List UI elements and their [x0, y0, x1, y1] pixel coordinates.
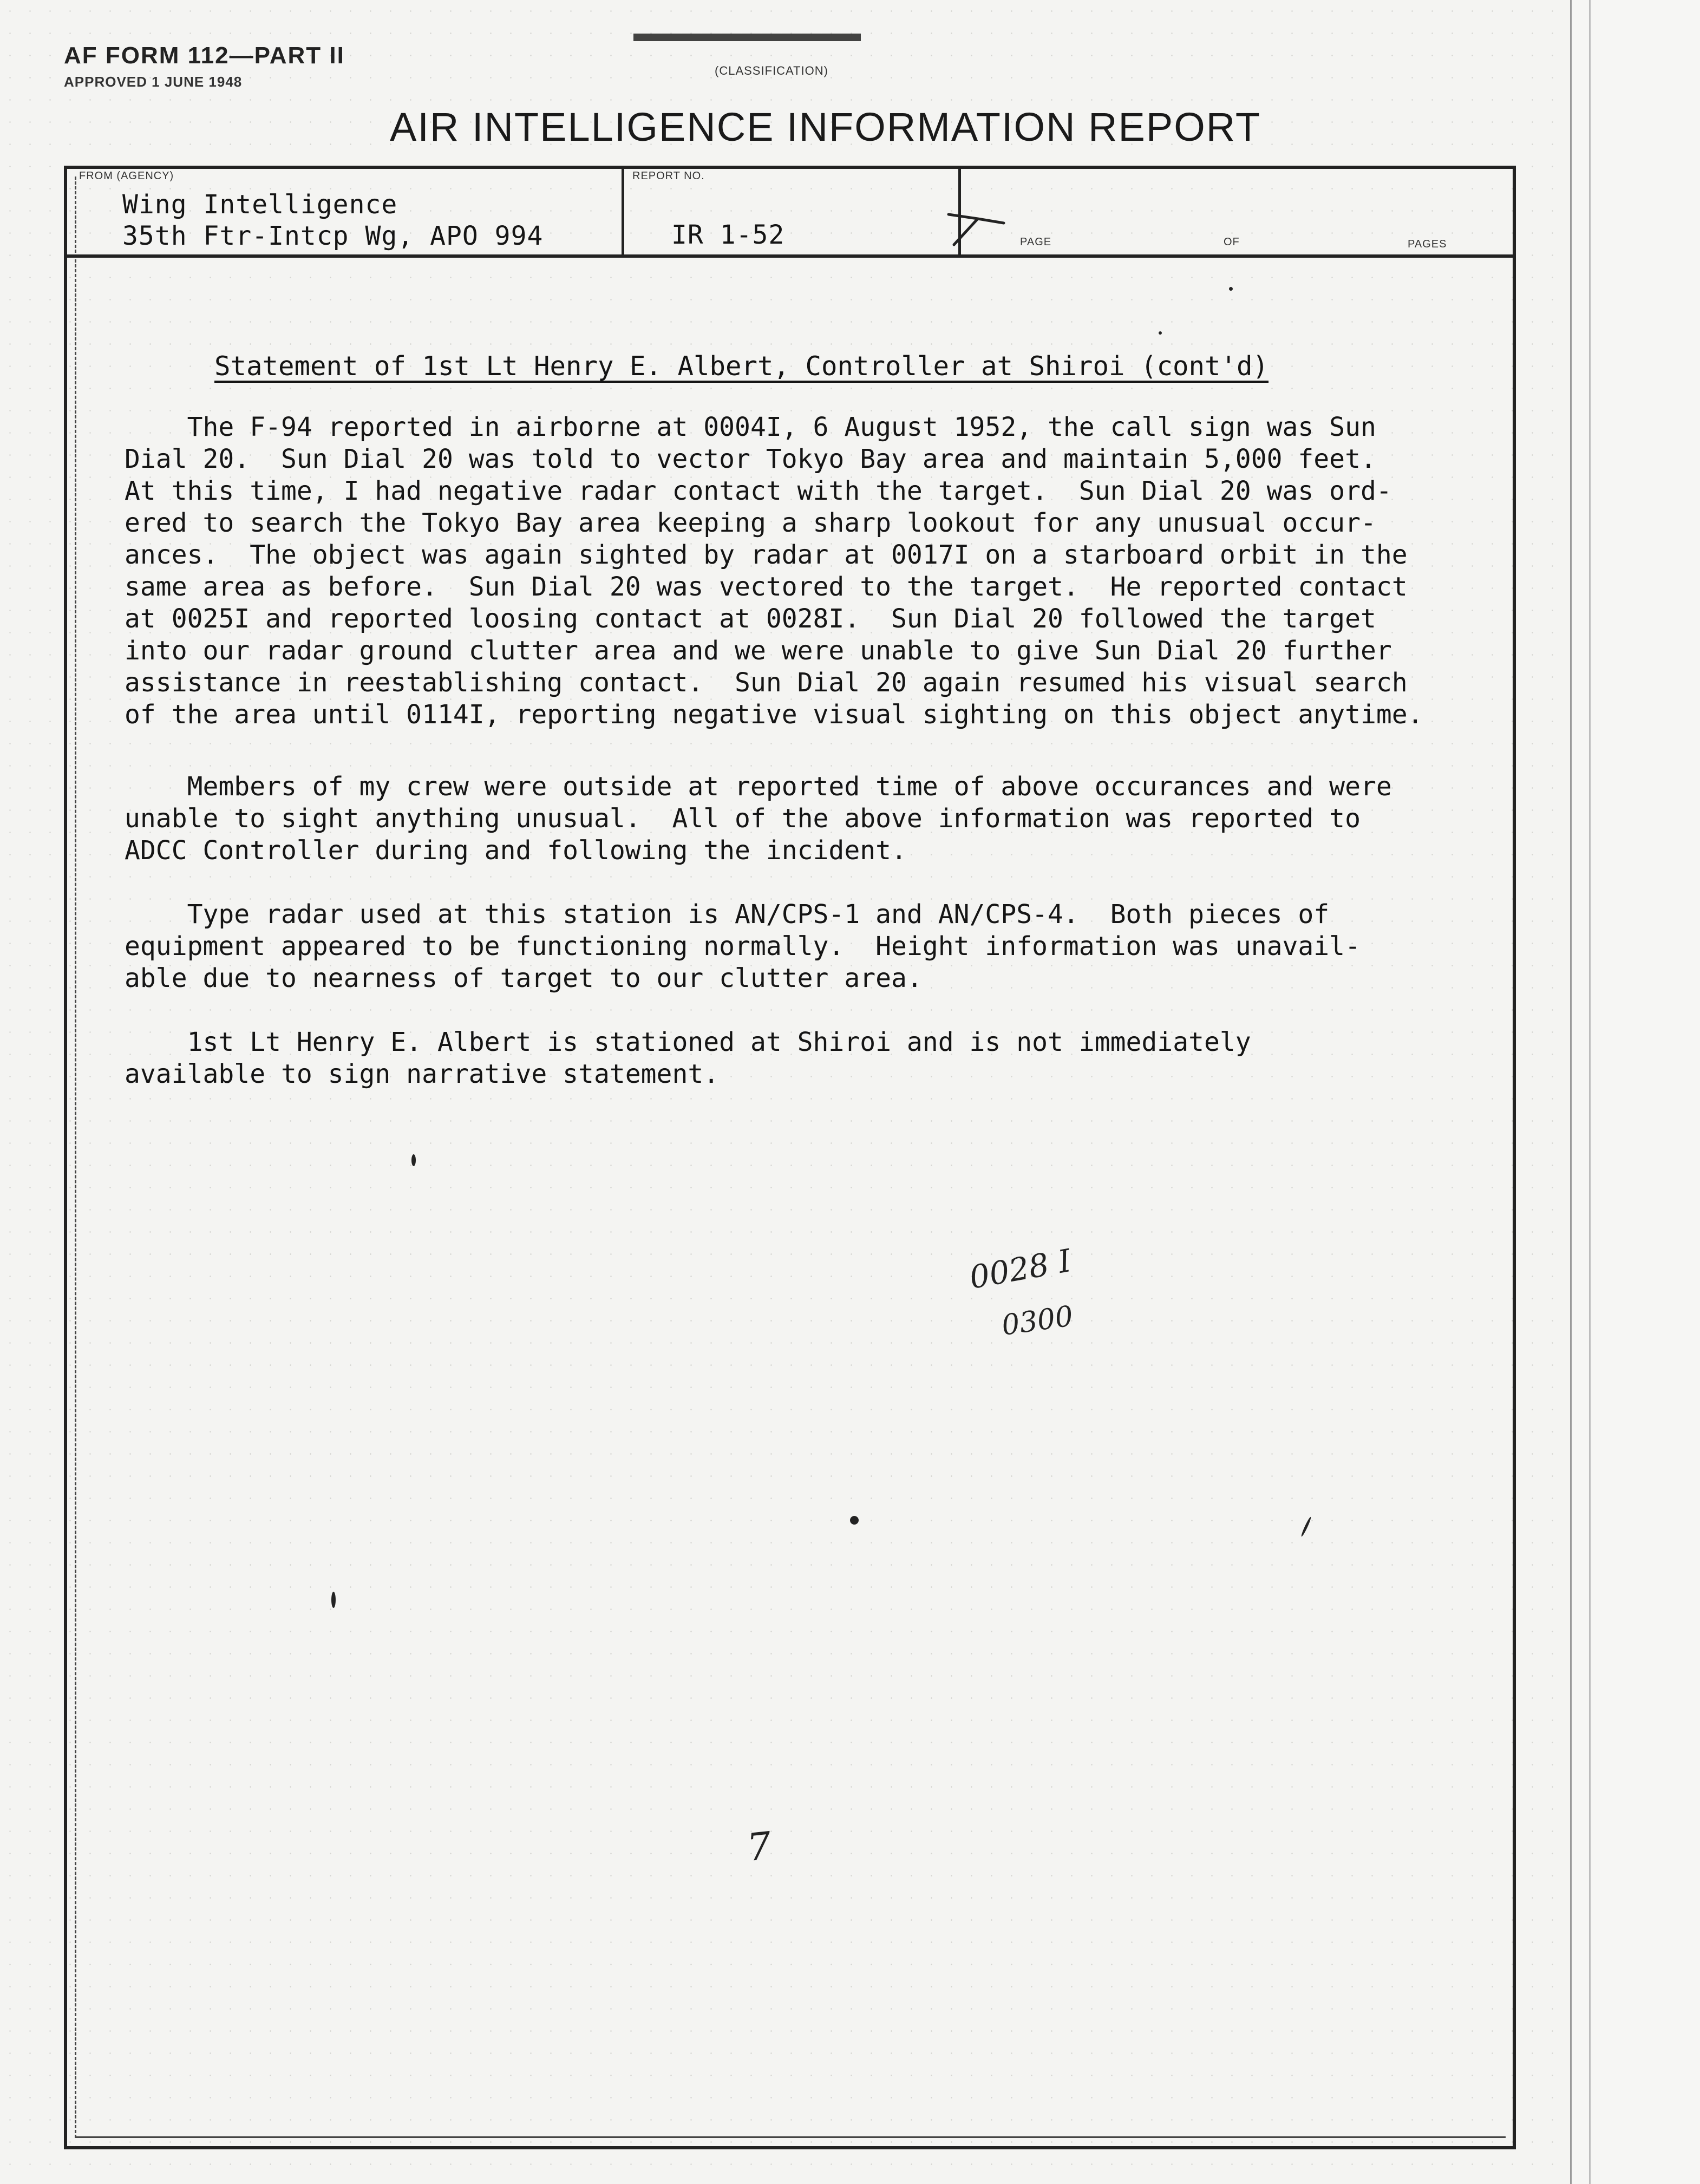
text-line: ered to search the Tokyo Bay area keeping a sharp lookout for any unusual occur- — [125, 508, 1376, 538]
classification-label: (CLASSIFICATION) — [715, 64, 828, 77]
text-line: unable to sight anything unusual. All of the above information was reported to — [125, 803, 1361, 834]
paragraph-radar-equipment — [125, 899, 1478, 995]
text-line: into our radar ground clutter area and we were unable to give Sun Dial 20 further — [125, 636, 1392, 666]
text-line: ADCC Controller during and following the incident. — [125, 835, 907, 866]
text-line: same area as before. Sun Dial 20 was vectored to the target. He reported contact — [125, 572, 1408, 602]
handwritten-time-2: 0300 — [999, 1300, 1075, 1342]
pages-label: PAGES — [1408, 238, 1447, 250]
from-agency-label: FROM (AGENCY) — [79, 170, 174, 182]
scan-speck — [850, 1516, 859, 1525]
statement-title: Statement of 1st Lt Henry E. Albert, Controller at Shiroi (cont'd) — [214, 351, 1269, 382]
text-line: at 0025I and reported loosing contact at 0028I. Sun Dial 20 followed the target — [125, 604, 1376, 634]
scan-speck — [1229, 287, 1233, 291]
report-title: AIR INTELLIGENCE INFORMATION REPORT — [390, 104, 1261, 149]
text-line: Type radar used at this station is AN/CPS-1 and AN/CPS-4. Both pieces of — [125, 899, 1330, 930]
paragraph-crew-observation — [125, 771, 1478, 867]
text-line: able due to nearness of target to our clutter area. — [125, 963, 923, 993]
header-column-divider-1 — [622, 166, 624, 257]
handwritten-time-1: 0028 I — [966, 1242, 1074, 1296]
text-line: The F-94 reported in airborne at 0004I, 6 August 1952, the call sign was Sun — [125, 412, 1376, 442]
text-line: available to sign narrative statement. — [125, 1059, 720, 1089]
report-number-label: REPORT NO. — [632, 170, 705, 182]
handwritten-page-mark — [944, 207, 1009, 250]
header-divider — [67, 254, 1513, 258]
page-label: PAGE — [1020, 236, 1052, 248]
text-line: equipment appeared to be functioning normally. Height information was unavail- — [125, 931, 1361, 962]
classification-field-line — [633, 34, 861, 41]
paragraph-signature-note — [125, 1026, 1478, 1090]
text-line: Dial 20. Sun Dial 20 was told to vector Tokyo Bay area and maintain 5,000 feet. — [125, 444, 1376, 474]
form-approval-date: APPROVED 1 JUNE 1948 — [64, 74, 243, 90]
scan-speck — [331, 1592, 336, 1608]
page-edge-line — [1589, 0, 1591, 2184]
text-line: assistance in reestablishing contact. Sun Dial 20 again resumed his visual search — [125, 668, 1408, 698]
scan-speck — [1159, 331, 1162, 335]
handwritten-mark: 7 — [744, 1823, 774, 1871]
text-line: 1st Lt Henry E. Albert is stationed at Shiroi and is not immediately — [125, 1027, 1251, 1057]
from-agency-line-2: 35th Ftr-Intcp Wg, APO 994 — [122, 221, 544, 251]
form-identifier: AF FORM 112—PART II — [64, 42, 345, 69]
scan-speck — [411, 1154, 416, 1166]
text-line: At this time, I had negative radar contact with the target. Sun Dial 20 was ord- — [125, 476, 1392, 506]
text-line: ances. The object was again sighted by radar at 0017I on a starboard orbit in the — [125, 540, 1408, 570]
of-label: OF — [1224, 236, 1240, 248]
text-line: of the area until 0114I, reporting negative visual sighting on this object anytime. — [125, 699, 1423, 730]
from-agency-line-1: Wing Intelligence — [122, 189, 398, 220]
text-line: Members of my crew were outside at reported time of above occurances and were — [125, 771, 1392, 802]
paragraph-radar-contact — [125, 411, 1478, 731]
report-number: IR 1-52 — [671, 220, 785, 250]
